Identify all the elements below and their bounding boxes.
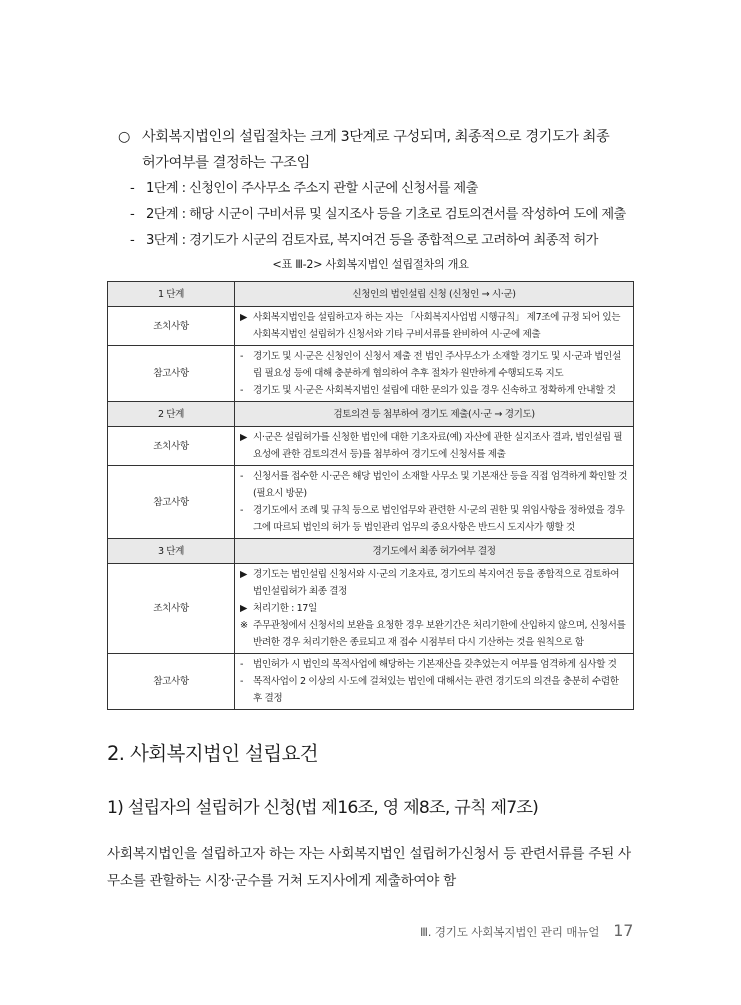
- references-content: [235, 654, 634, 710]
- references-content: [235, 346, 634, 402]
- measures-label-text: 조치사항: [153, 320, 189, 332]
- references-row: [108, 346, 634, 402]
- item-text: 경기도 및 시·군은 신청인이 신청서 제출 전 법인 주사무소가 소재할 경기도 및 시·군과 법인설립 필요성 등에 대해 충분하게 협의하여 추후 절차가 원만하게 수행되도록 지도: [253, 351, 621, 379]
- item-marker: -: [240, 676, 244, 687]
- item-marker: ▶: [240, 432, 247, 443]
- page-number: 17: [613, 921, 634, 940]
- list-item: [130, 176, 650, 202]
- measures-content: [235, 564, 634, 654]
- references-label: [108, 466, 235, 539]
- stage-summary-list: [130, 176, 650, 254]
- dash-marker: -: [130, 207, 135, 222]
- measure-item: [240, 600, 629, 617]
- measures-row: [108, 307, 634, 346]
- references-label-text: 참고사항: [153, 496, 189, 508]
- item-marker: ※: [240, 620, 248, 631]
- item-marker: ▶: [240, 312, 247, 323]
- references-label: [108, 654, 235, 710]
- item-marker: -: [240, 659, 244, 670]
- measures-row: [108, 564, 634, 654]
- stage-header-row: [108, 539, 634, 564]
- item-text: 경기도에서 조례 및 규칙 등으로 법인업무와 관련한 시·군의 권한 및 위임사항을 정하였을 경우 그에 따르되 법인의 허가 등 법인관리 업무의 중요사항은 반드시 도지사가 행할 것: [253, 505, 625, 533]
- references-label-text: 참고사항: [153, 368, 189, 379]
- measure-item: [240, 309, 629, 343]
- intro-text-1: 사회복지법인의 설립절차는 크게 3단계로 구성되며, 최종적으로 경기도가 최종: [142, 129, 610, 145]
- footer-text: Ⅲ. 경기도 사회복지법인 관리 매뉴얼: [420, 925, 600, 939]
- measures-label: [108, 564, 235, 654]
- circle-bullet-icon: ○: [118, 129, 130, 145]
- measure-item: [240, 617, 629, 651]
- item-marker: ▶: [240, 603, 247, 614]
- references-label-text: 참고사항: [153, 676, 189, 687]
- section-heading: 2. 사회복지법인 설립요건: [107, 742, 318, 765]
- item-text: 주무관청에서 신청서의 보완을 요청한 경우 보완기간은 처리기한에 산입하지 않으며, 신청서를 반려한 경우 처리기한은 종료되고 재 접수 시점부터 다시 기산하는 것을 원칙으로 함: [253, 620, 626, 648]
- stage-title: [235, 282, 634, 307]
- item-marker: -: [240, 471, 244, 482]
- item-text: 처리기한 : 17일: [253, 603, 317, 614]
- measures-label: [108, 307, 235, 346]
- stage-title: [235, 539, 634, 564]
- stage-label: [108, 282, 235, 307]
- item-text: 신청서를 접수한 시·군은 해당 법인이 소재할 사무소 및 기본재산 등을 직접 엄격하게 확인할 것(필요시 방문): [253, 471, 628, 499]
- list-item-text: 1단계 : 신청인이 주사무소 주소지 관할 시군에 신청서를 제출: [146, 181, 478, 196]
- procedure-table: [107, 281, 634, 710]
- measures-label: [108, 427, 235, 466]
- reference-item: [240, 348, 629, 382]
- list-item: [130, 228, 650, 254]
- measures-content: [235, 427, 634, 466]
- measures-label-text: 조치사항: [153, 440, 189, 452]
- stage-title: [235, 402, 634, 427]
- measures-content: [235, 307, 634, 346]
- stage-label-text: 2 단계: [157, 408, 185, 420]
- item-marker: -: [240, 505, 244, 516]
- intro-paragraph: [118, 124, 648, 176]
- item-text: 목적사업이 2 이상의 시·도에 걸쳐있는 법인에 대해서는 관련 경기도의 의견을 충분히 수렴한 후 결정: [253, 676, 619, 704]
- item-marker: -: [240, 385, 244, 396]
- stage-label-text: 3 단계: [157, 545, 185, 557]
- references-row: [108, 654, 634, 710]
- intro-text-2: 허가여부를 결정하는 구조임: [142, 155, 310, 171]
- stage-header-row: [108, 402, 634, 427]
- measure-item: [240, 429, 629, 463]
- list-item-text: 3단계 : 경기도가 시군의 검토자료, 복지여건 등을 종합적으로 고려하여 최종적 허가: [146, 233, 598, 248]
- measures-label-text: 조치사항: [153, 603, 189, 614]
- page-footer: [420, 921, 633, 940]
- references-content: [235, 466, 634, 539]
- item-marker: -: [240, 351, 244, 362]
- reference-item: [240, 673, 629, 707]
- dash-marker: -: [130, 181, 135, 196]
- intro-line-1: [118, 124, 648, 150]
- references-row: [108, 466, 634, 539]
- reference-item: [240, 468, 629, 502]
- item-text: 경기도는 법인설립 신청서와 시·군의 기초자료, 경기도의 복지여건 등을 종합적으로 검토하여 법인설립허가 최종 결정: [253, 569, 620, 597]
- item-marker: ▶: [240, 569, 247, 580]
- item-text: 사회복지법인을 설립하고자 하는 자는 「사회복지사업법 시행규칙」 제7조에 규정 되어 있는 사회복지법인 설립허가 신청서와 기타 구비서류를 완비하여 시·군에 제출: [253, 312, 621, 340]
- item-text: 법인허가 시 법인의 목적사업에 해당하는 기본재산을 갖추었는지 여부를 엄격하게 심사할 것: [253, 659, 617, 670]
- item-text: 경기도 및 시·군은 사회복지법인 설립에 대한 문의가 있을 경우 신속하고 정확하게 안내할 것: [253, 385, 616, 396]
- stage-title-text: 검토의견 등 첨부하여 경기도 제출(시·군 → 경기도): [333, 408, 535, 420]
- list-item: [130, 202, 650, 228]
- stage-title-text: 경기도에서 최종 허가여부 결정: [372, 545, 496, 557]
- stage-label-text: 1 단계: [157, 288, 185, 300]
- measures-row: [108, 427, 634, 466]
- references-label: [108, 346, 235, 402]
- stage-header-row: [108, 282, 634, 307]
- stage-label: [108, 539, 235, 564]
- subsection-heading: 1) 설립자의 설립허가 신청(법 제16조, 영 제8조, 규칙 제7조): [107, 798, 539, 818]
- reference-item: [240, 502, 629, 536]
- stage-label: [108, 402, 235, 427]
- dash-marker: -: [130, 233, 135, 248]
- measure-item: [240, 566, 629, 600]
- list-item-text: 2단계 : 해당 시군이 구비서류 및 실지조사 등을 기초로 검토의견서를 작성하여 도에 제출: [146, 207, 626, 222]
- stage-title-text: 신청인의 법인설립 신청 (신청인 → 시·군): [352, 288, 516, 300]
- reference-item: [240, 656, 629, 673]
- body-paragraph: 사회복지법인을 설립하고자 하는 자는 사회복지법인 설립허가신청서 등 관련서류를 주된 사무소를 관할하는 시장·군수를 거쳐 도지사에게 제출하여야 함: [107, 846, 631, 889]
- table-caption: <표 Ⅲ-2> 사회복지법인 설립절차의 개요: [272, 258, 469, 271]
- item-text: 시·군은 설립허가를 신청한 법인에 대한 기초자료(예) 자산에 관한 실지조사 결과, 법인설립 필요성에 관한 검토의견서 등)를 첨부하여 경기도에 신청서를 제출: [253, 432, 623, 460]
- reference-item: [240, 382, 629, 399]
